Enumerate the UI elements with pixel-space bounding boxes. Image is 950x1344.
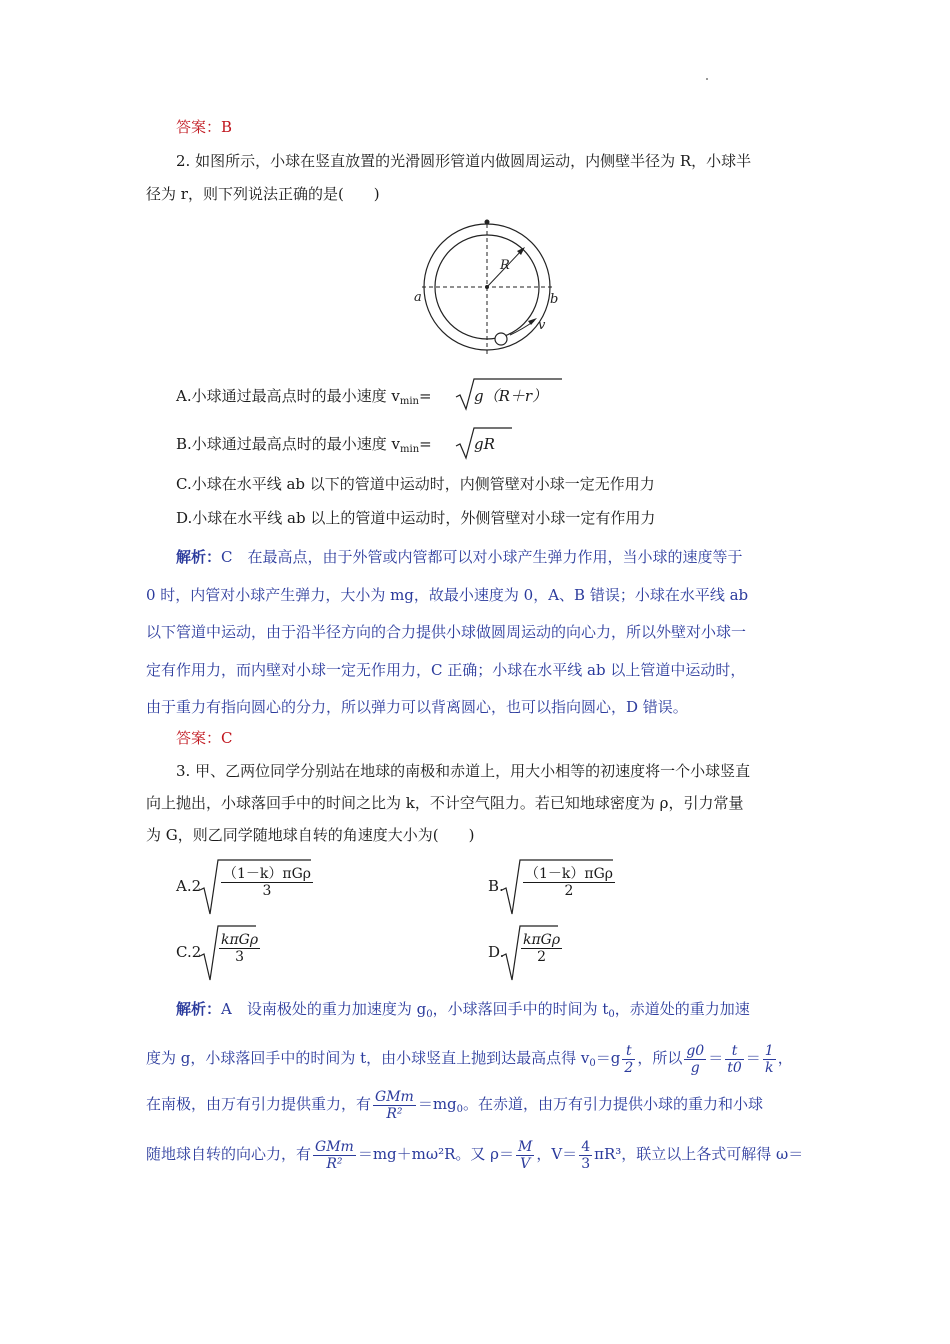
q2-line2: 径为 r，则下列说法正确的是( ) [146, 185, 380, 203]
analysis-3-line4: 随地球自转的向心力，有 $\frac{\text{GMm}}{\text{R²}}$ ＝mg＋mω²R。又 ρ＝ $\frac{M}{V}$ ，V＝ $\frac{4}{3}$ πR³，联立以上各式可解得 ω＝ [146, 1138, 804, 1172]
label-v: v [538, 318, 546, 333]
label-a: a [414, 290, 422, 305]
circular-tube-figure [410, 215, 570, 365]
analysis-2-line2: 0 时，内管对小球产生弹力，大小为 mg，故最小速度为 0，A、B 错误；小球在水平线 ab [146, 586, 749, 604]
q2-option-c: C.小球在水平线 ab 以下的管道中运动时，内侧管壁对小球一定无作用力 [176, 475, 655, 493]
analysis-3-line3: 在南极，由万有引力提供重力，有 $\frac{\text{GMm}}{\text{R²}}$ $=mg_0$。在赤道，由万有引力提供小球的重力和小球 [146, 1088, 764, 1122]
q3-line2: 向上抛出，小球落回手中的时间之比为 k，不计空气阻力。若已知地球密度为 ρ，引力常量 [146, 794, 744, 812]
q3-option-c-prefix: C.2 [176, 943, 202, 961]
q2-option-b-radicand: gR [474, 435, 495, 453]
q3-option-c-fraction: kπGρ 3 [221, 932, 259, 965]
q2-option-a: A.小球通过最高点时的最小速度 $v_{min}=$ [176, 387, 432, 407]
q3-option-b-fraction: （1－k）πGρ 2 [525, 866, 614, 899]
analysis-2-line5: 由于重力有指向圆心的分力，所以弹力可以背离圆心，也可以指向圆心，D 错误。 [146, 698, 688, 716]
q3-option-a-prefix: A.2 [176, 877, 202, 895]
q3-option-a-fraction: （1－k）πGρ 3 [223, 866, 312, 899]
q2-line1: 2. 如图所示，小球在竖直放置的光滑圆形管道内做圆周运动，内侧壁半径为 R，小球半 [176, 152, 752, 170]
analysis-2-line1: 解析：C 在最高点，由于外管或内管都可以对小球产生弹力作用，当小球的速度等于 [176, 548, 743, 566]
page-dot [706, 78, 708, 80]
label-b: b [550, 292, 559, 307]
q3-option-d-prefix: D. [488, 943, 505, 961]
analysis-2-line3: 以下管道中运动，由于沿半径方向的合力提供小球做圆周运动的向心力，所以外壁对小球一 [146, 623, 747, 641]
label-R: R [500, 258, 510, 273]
answer-2: 答案：C [176, 729, 233, 747]
q3-option-d-fraction: kπGρ 2 [523, 932, 561, 965]
q2-option-a-radicand: g（R＋r） [474, 387, 548, 405]
analysis-3-line1: 解析：A 设南极处的重力加速度为 $g_0$，小球落回手中的时间为 $t_0$，赤道处的重力加速 [176, 1000, 750, 1020]
analysis-3-line2: 度为 g，小球落回手中的时间为 t，由小球竖直上抛到达最高点得 $v_0=g$ $\frac{t}{2}$ ，所以 $\frac{g0}{g}$ ＝ $\frac{t}{t0}$ ＝ $\frac{1}{k}$ ， [146, 1042, 793, 1076]
answer-1: 答案：B [176, 118, 233, 136]
q3-option-b-prefix: B. [488, 877, 504, 895]
analysis-2-line4: 定有作用力，而内壁对小球一定无作用力，C 正确；小球在水平线 ab 以上管道中运动时， [146, 661, 746, 679]
q2-option-d: D.小球在水平线 ab 以上的管道中运动时，外侧管壁对小球一定有作用力 [176, 509, 656, 527]
q2-option-b: B.小球通过最高点时的最小速度 $v_{min}=$ [176, 435, 432, 455]
q3-line3: 为 G，则乙同学随地球自转的角速度大小为( ) [146, 826, 475, 844]
q3-line1: 3. 甲、乙两位同学分别站在地球的南极和赤道上，用大小相等的初速度将一个小球竖直 [176, 762, 751, 780]
